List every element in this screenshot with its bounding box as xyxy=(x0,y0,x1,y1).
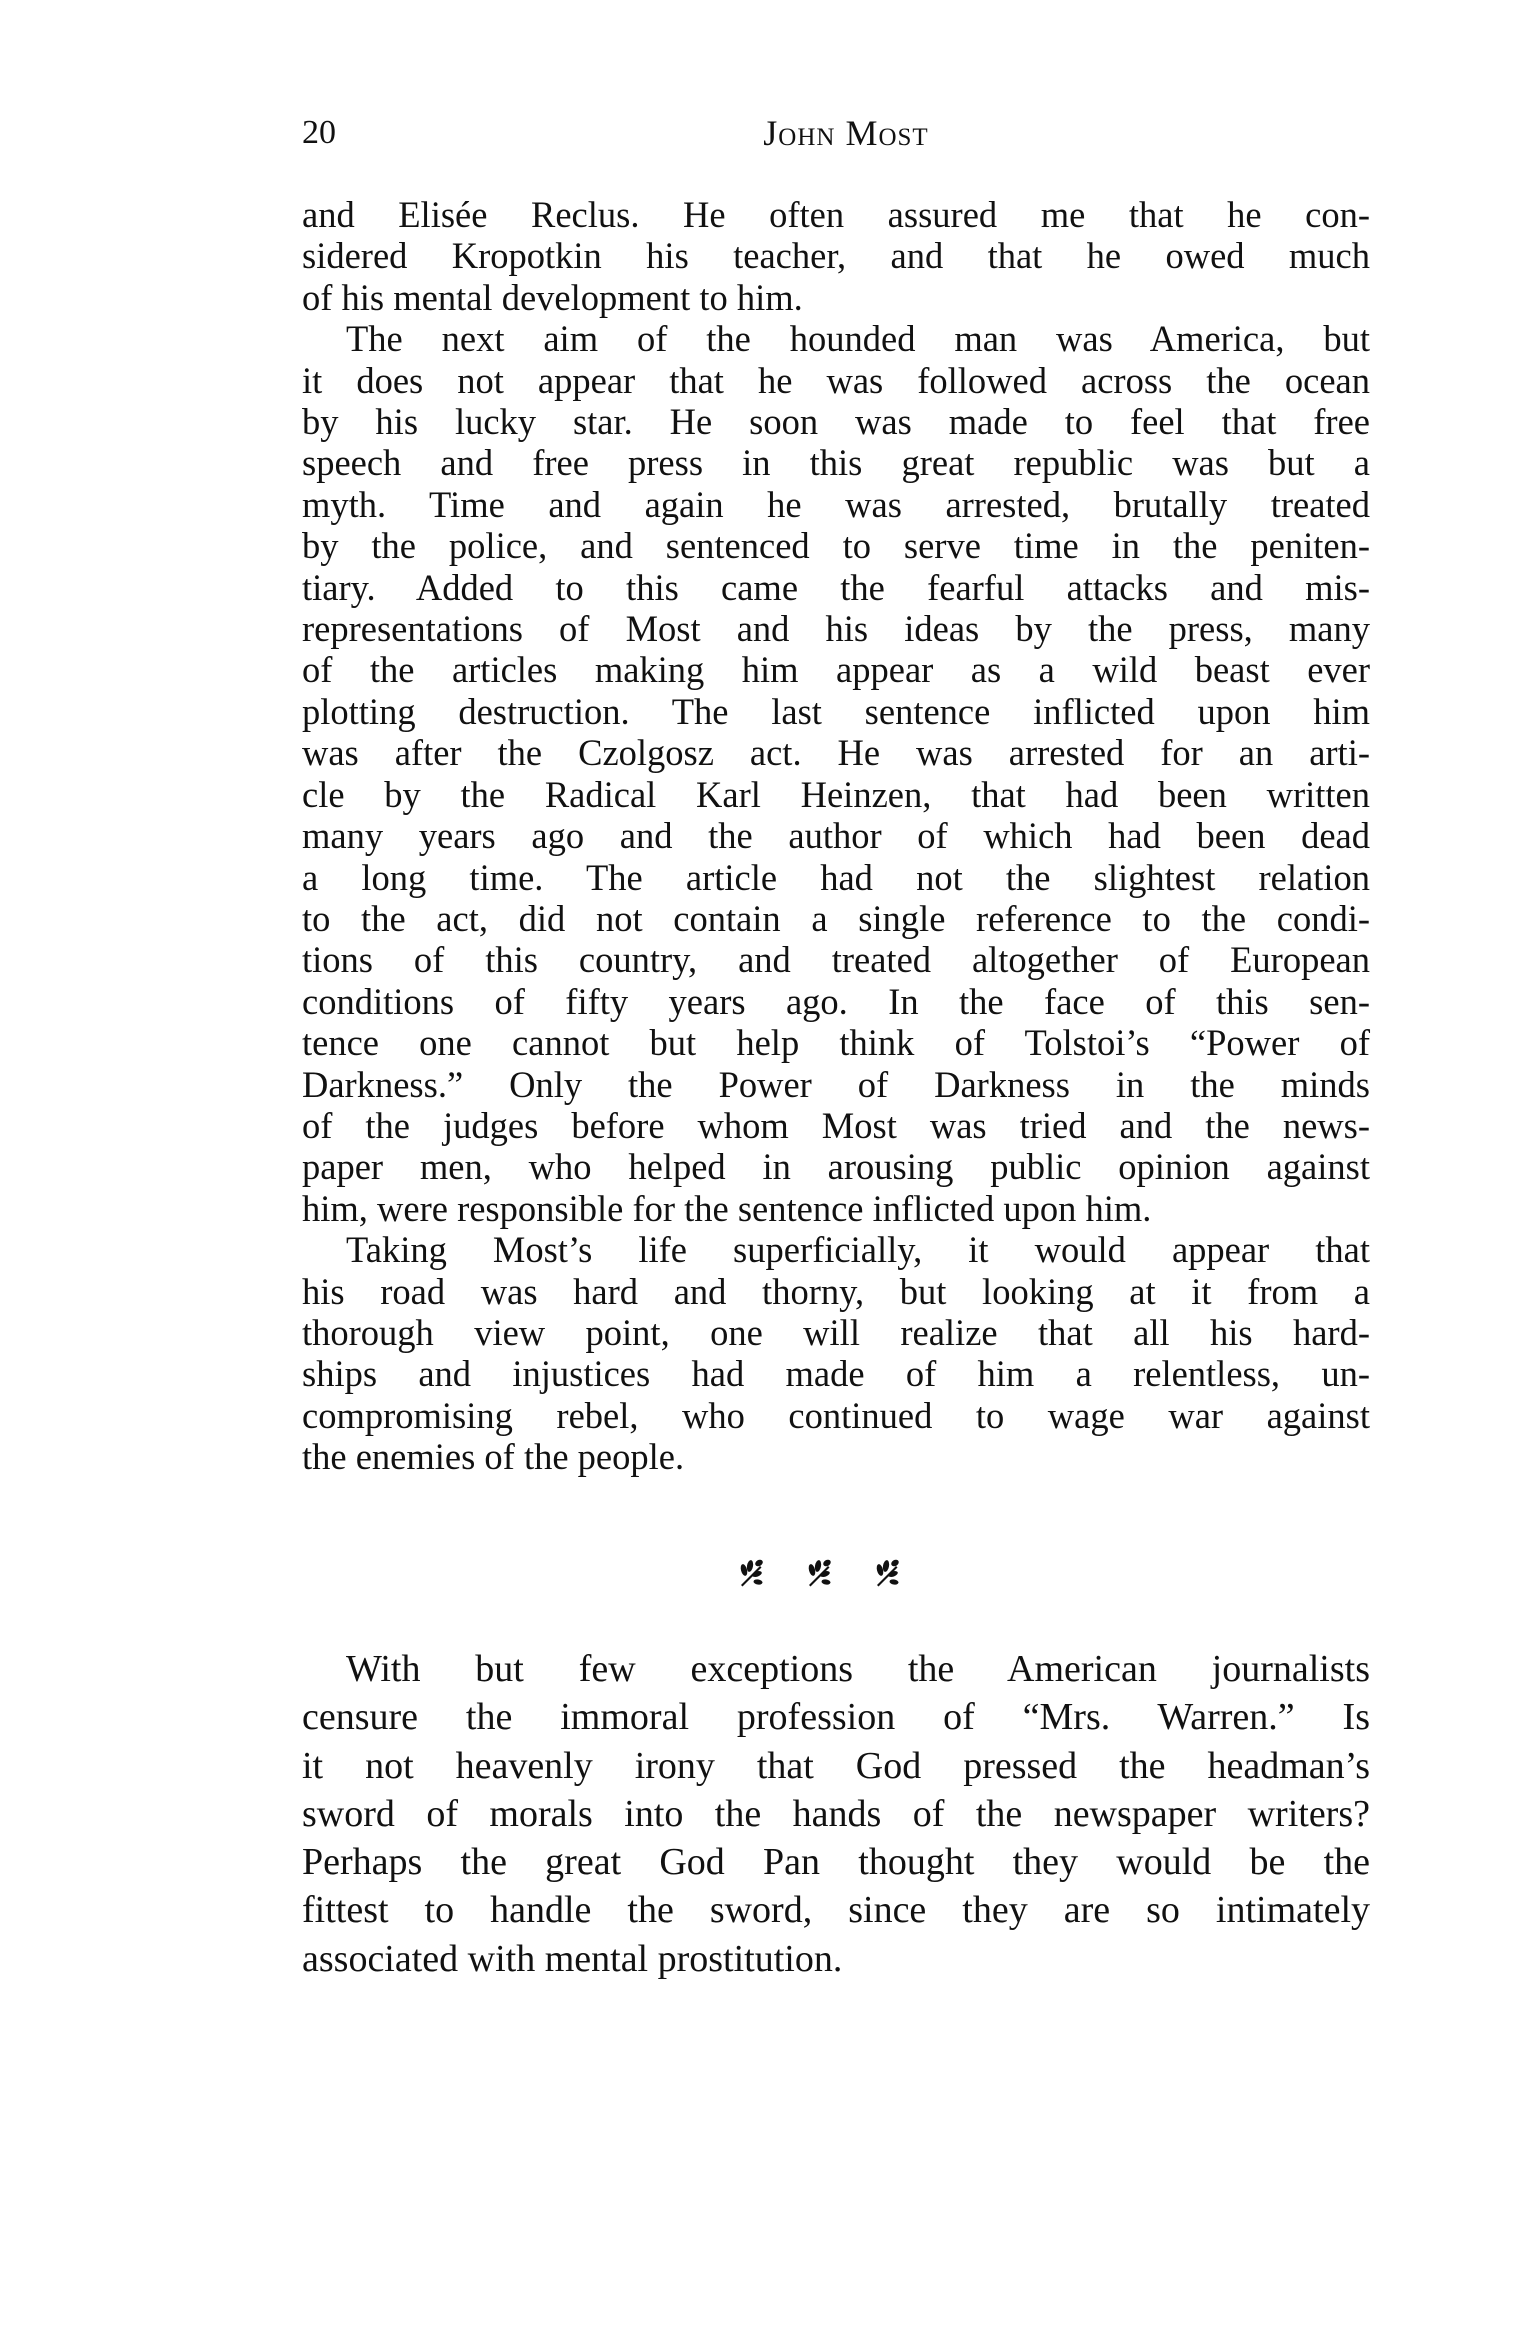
text-line: tiary. Added to this came the fearful attacks and mis- xyxy=(302,566,1370,608)
text-line: him, were responsible for the sentence inflicted upon him. xyxy=(302,1187,1152,1229)
paragraph xyxy=(302,194,1370,318)
text-line: Taking Most’s life superficially, it would appear that xyxy=(346,1229,1370,1271)
text-line: With but few exceptions the American journalists xyxy=(346,1648,1370,1690)
text-line: by the police, and sentenced to serve time in the peniten- xyxy=(302,525,1370,567)
text-line: by his lucky star. He soon was made to feel that free xyxy=(302,401,1370,443)
text-line: compromising rebel, who continued to wage war against xyxy=(302,1394,1370,1436)
text-line: tions of this country, and treated altogether of European xyxy=(302,939,1370,981)
main-text xyxy=(302,194,1370,1478)
text-line: Darkness.” Only the Power of Darkness in the minds xyxy=(302,1063,1370,1105)
paragraph xyxy=(302,1645,1370,1983)
text-line: sword of morals into the hands of the newspaper writers? xyxy=(302,1792,1370,1835)
text-line: of the judges before whom Most was tried and the news- xyxy=(302,1104,1370,1146)
paragraph xyxy=(302,318,1370,1229)
text-line: a long time. The article had not the slightest relation xyxy=(302,856,1370,898)
running-head xyxy=(302,108,1370,158)
text-line: fittest to handle the sword, since they are so intimately xyxy=(302,1889,1370,1932)
text-line: censure the immoral profession of “Mrs. Warren.” Is xyxy=(302,1696,1370,1739)
text-line: of his mental development to him. xyxy=(302,276,803,318)
fleuron-leaf-icon xyxy=(737,1558,767,1588)
text-line: myth. Time and again he was arrested, brutally treated xyxy=(302,483,1370,525)
text-line: conditions of fifty years ago. In the face of this sen- xyxy=(302,980,1370,1022)
text-line: cle by the Radical Karl Heinzen, that had been written xyxy=(302,773,1370,815)
text-line: speech and free press in this great republic was but a xyxy=(302,442,1370,484)
paragraph xyxy=(302,1229,1370,1477)
fleuron-leaf-icon xyxy=(805,1558,835,1588)
text-line: it does not appear that he was followed across the ocean xyxy=(302,359,1370,401)
text-line: plotting destruction. The last sentence inflicted upon him xyxy=(302,690,1370,732)
fleuron-leaf-icon xyxy=(873,1558,903,1588)
text-line: associated with mental prostitution. xyxy=(302,1937,843,1980)
text-line: many years ago and the author of which had been dead xyxy=(302,815,1370,857)
text-line: tence one cannot but help think of Tolstoi’s “Power of xyxy=(302,1022,1370,1064)
text-line: his road was hard and thorny, but looking at it from a xyxy=(302,1270,1370,1312)
text-line: was after the Czolgosz act. He was arrested for an arti- xyxy=(302,732,1370,774)
text-line: representations of Most and his ideas by the press, many xyxy=(302,608,1370,650)
text-line: ships and injustices had made of him a relentless, un- xyxy=(302,1353,1370,1395)
text-line: paper men, who helped in arousing public opinion against xyxy=(302,1146,1370,1188)
section-break-ornaments xyxy=(700,1548,940,1598)
text-line: the enemies of the people. xyxy=(302,1436,685,1478)
text-line: it not heavenly irony that God pressed the headman’s xyxy=(302,1744,1370,1787)
text-line: to the act, did not contain a single reference to the condi- xyxy=(302,897,1370,939)
epigraph-text xyxy=(302,1645,1370,1983)
text-line: and Elisée Reclus. He often assured me that he con- xyxy=(302,194,1370,235)
running-title: John Most xyxy=(763,113,929,153)
text-line: of the articles making him appear as a wild beast ever xyxy=(302,649,1370,691)
text-line: sidered Kropotkin his teacher, and that he owed much xyxy=(302,235,1370,277)
text-line: The next aim of the hounded man was America, but xyxy=(346,318,1370,360)
page-number: 20 xyxy=(302,114,336,151)
text-line: Perhaps the great God Pan thought they would be the xyxy=(302,1841,1370,1884)
text-line: thorough view point, one will realize that all his hard- xyxy=(302,1311,1370,1353)
